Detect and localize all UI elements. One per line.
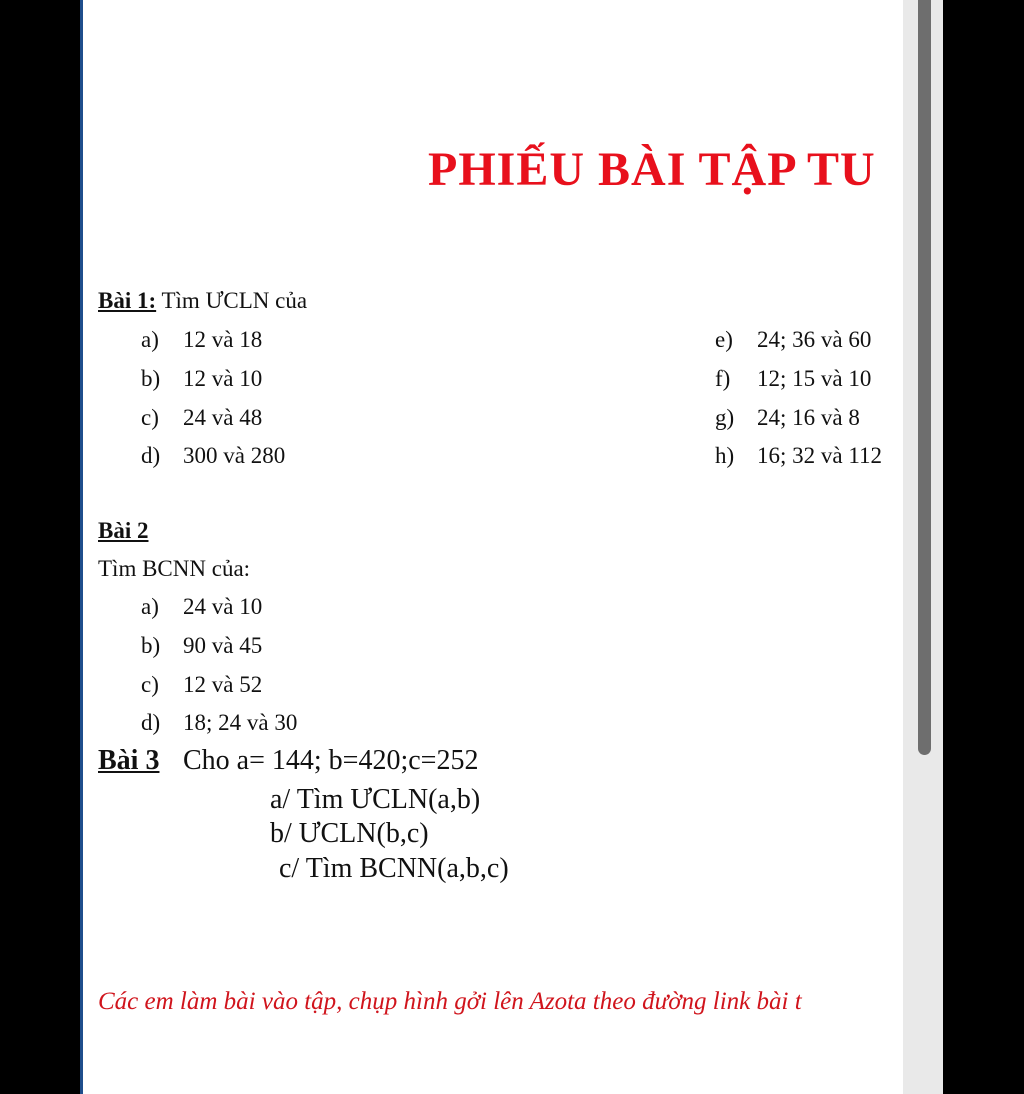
list-item: d) 300 và 280 [141,443,286,468]
list-item: g) 24; 16 và 8 [715,405,860,430]
list-item: b) 12 và 10 [141,366,263,391]
list-item: a) 12 và 18 [141,327,263,352]
bai3-part-a: a/ Tìm ƯCLN(a,b) [270,784,481,815]
list-item: h) 16; 32 và 112 [715,443,882,468]
list-item: a) 24 và 10 [141,594,263,619]
bai1-prompt: Tìm ƯCLN của [161,288,308,313]
bai3-part-b: b/ ƯCLN(b,c) [270,818,429,849]
list-item: c) 12 và 52 [141,672,263,697]
scrollbar-thumb[interactable] [918,0,931,755]
list-item: b) 90 và 45 [141,633,263,658]
bai2-prompt: Tìm BCNN của: [98,556,251,581]
footer-instruction: Các em làm bài vào tập, chụp hình gởi lên Azota theo đường link bài t [98,988,802,1015]
list-item: f) 12; 15 và 10 [715,366,872,391]
list-item: c) 24 và 48 [141,405,263,430]
document-page [83,0,903,1094]
bai3-given: Cho a= 144; b=420;c=252 [183,745,479,776]
bai2-heading: Bài 2 [98,518,149,543]
bai1-line [98,288,307,314]
bai1-heading: Bài 1: [98,288,157,313]
list-item: e) 24; 36 và 60 [715,327,872,352]
worksheet-title: PHIẾU BÀI TẬP TU [428,143,876,196]
bai3-part-c: c/ Tìm BCNN(a,b,c) [279,853,509,884]
bai3-heading: Bài 3 [98,745,160,776]
bai3-line [98,745,478,777]
list-item: d) 18; 24 và 30 [141,710,298,735]
